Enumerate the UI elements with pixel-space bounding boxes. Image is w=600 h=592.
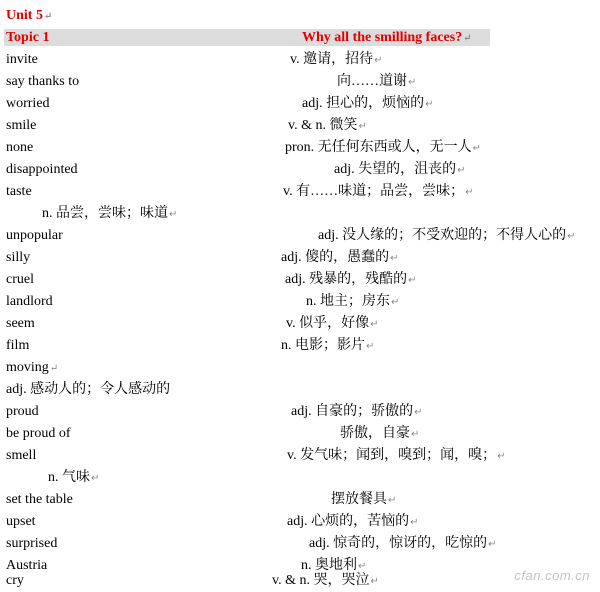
paragraph-mark: ↵ <box>463 33 472 44</box>
paragraph-mark: ↵ <box>408 275 417 286</box>
vocab-word: be proud of <box>6 426 71 441</box>
vocab-row <box>0 445 600 466</box>
vocab-word: disappointed <box>6 162 78 177</box>
vocab-definition-text: adj. 傻的，愚蠢的 <box>281 250 390 265</box>
vocab-word: taste <box>6 184 32 199</box>
vocab-word: worried <box>6 96 50 111</box>
paragraph-mark: ↵ <box>410 517 419 528</box>
vocab-word: say thanks to <box>6 74 80 89</box>
paragraph-mark: ↵ <box>43 11 53 22</box>
topic-label: Topic 1 <box>6 30 50 45</box>
unit-heading-line <box>0 5 600 26</box>
vocab-word: cry <box>6 573 24 588</box>
vocab-definition-text: 骄傲，自豪 <box>340 426 410 441</box>
paragraph-mark: ↵ <box>472 143 482 154</box>
vocab-definition: adj. 感动人的；令人感动的 <box>6 382 171 397</box>
unit-title <box>6 5 52 27</box>
paragraph-mark: ↵ <box>370 576 379 587</box>
paragraph-mark: ↵ <box>49 363 59 374</box>
vocab-definition <box>306 291 399 313</box>
topic-title <box>302 27 472 49</box>
vocab-definition-text: n. 电影；影片 <box>281 338 365 353</box>
vocab-definition-text: v. 似乎，好像 <box>286 316 370 331</box>
paragraph-mark: ↵ <box>425 99 434 110</box>
vocab-definition <box>281 247 399 269</box>
paragraph-mark: ↵ <box>388 495 397 506</box>
paragraph-mark: ↵ <box>488 539 497 550</box>
vocab-definition-text: v. 发气味；闻到，嗅到；闻，嗅； <box>287 448 497 463</box>
vocab-row <box>0 489 600 510</box>
vocab-row <box>0 93 600 114</box>
unit-title-text: Unit 5 <box>6 8 43 23</box>
vocab-word: landlord <box>6 294 53 309</box>
vocab-row <box>0 401 600 422</box>
vocab-row <box>0 159 600 180</box>
vocab-word: silly <box>6 250 31 265</box>
vocab-row <box>0 49 600 70</box>
vocab-definition-text: adj. 失望的，沮丧的 <box>334 162 457 177</box>
vocab-definition <box>283 181 473 203</box>
vocab-row <box>0 570 600 591</box>
vocab-definition-text: n. 品尝，尝味；味道 <box>42 206 168 221</box>
vocab-word: none <box>6 140 34 155</box>
vocab-word: seem <box>6 316 35 331</box>
vocab-definition-text: adj. 担心的，烦恼的 <box>302 96 425 111</box>
vocab-word: invite <box>6 52 38 67</box>
vocab-definition <box>48 467 99 489</box>
vocab-row <box>0 423 600 444</box>
vocab-definition-text: n. 气味 <box>48 470 90 485</box>
vocab-word: set the table <box>6 492 73 507</box>
paragraph-mark: ↵ <box>91 473 100 484</box>
vocab-row <box>0 357 600 378</box>
paragraph-mark: ↵ <box>391 297 400 308</box>
vocab-word: surprised <box>6 536 58 551</box>
topic-title-text: Why all the smilling faces? <box>302 30 463 45</box>
vocab-definition <box>309 533 497 555</box>
vocab-definition-text: adj. 自豪的；骄傲的 <box>291 404 414 419</box>
vocab-definition-text: 摆放餐具 <box>331 492 387 507</box>
paragraph-mark: ↵ <box>366 341 375 352</box>
vocab-row <box>0 115 600 136</box>
vocab-definition-text: v. & n. 微笑 <box>288 118 358 133</box>
vocab-definition <box>287 511 419 533</box>
vocab-word: proud <box>6 404 39 419</box>
vocab-definition <box>288 115 367 137</box>
vocab-definition-text: n. 地主；房东 <box>306 294 390 309</box>
vocab-definition <box>285 137 481 159</box>
vocab-definition-text: 向……道谢 <box>337 74 407 89</box>
paragraph-mark: ↵ <box>370 319 379 330</box>
vocab-definition-text: adj. 残暴的，残酷的 <box>285 272 408 287</box>
paragraph-mark: ↵ <box>358 121 367 132</box>
vocab-row <box>0 511 600 532</box>
vocab-word-text: moving <box>6 360 49 375</box>
paragraph-mark: ↵ <box>567 231 576 242</box>
paragraph-mark: ↵ <box>390 253 399 264</box>
paragraph-mark: ↵ <box>408 77 417 88</box>
vocab-definition-text: v. 邀请，招待 <box>290 52 374 67</box>
paragraph-mark: ↵ <box>465 187 474 198</box>
vocab-definition <box>331 489 396 511</box>
vocab-definition-text: adj. 没人缘的；不受欢迎的；不得人心的 <box>318 228 567 243</box>
vocab-definition <box>286 313 378 335</box>
vocab-definition-text: pron. 无任何东西或人，无一人 <box>285 140 472 155</box>
vocab-definition-text: adj. 心烦的，苦恼的 <box>287 514 410 529</box>
vocab-row <box>0 225 600 246</box>
vocab-row <box>0 247 600 268</box>
vocab-word: smile <box>6 118 37 133</box>
paragraph-mark: ↵ <box>411 429 420 440</box>
vocab-definition <box>285 269 417 291</box>
vocab-row <box>0 71 600 92</box>
vocab-definition <box>42 203 177 225</box>
vocab-word: film <box>6 338 30 353</box>
vocab-word: cruel <box>6 272 34 287</box>
vocab-definition <box>291 401 423 423</box>
vocab-row <box>0 533 600 554</box>
vocab-word: smell <box>6 448 37 463</box>
vocab-row-continuation <box>0 379 600 400</box>
vocab-definition-text: adj. 惊奇的，惊讶的，吃惊的 <box>309 536 488 551</box>
topic-heading-line <box>0 27 600 48</box>
paragraph-mark: ↵ <box>374 55 383 66</box>
vocab-definition <box>334 159 466 181</box>
vocab-definition-text: v. & n. 哭，哭泣 <box>272 573 370 588</box>
vocab-word: upset <box>6 514 36 529</box>
paragraph-mark: ↵ <box>414 407 423 418</box>
paragraph-mark: ↵ <box>497 451 506 462</box>
vocab-word: unpopular <box>6 228 63 243</box>
vocab-row-continuation <box>0 467 600 488</box>
vocab-definition <box>302 93 434 115</box>
vocab-row <box>0 181 600 202</box>
vocab-row <box>0 137 600 158</box>
vocab-definition <box>287 445 505 467</box>
vocab-word: Austria <box>6 558 48 573</box>
vocab-definition-text: v. 有……味道；品尝，尝味； <box>283 184 465 199</box>
vocab-row <box>0 291 600 312</box>
vocab-definition-text: n. 奥地利 <box>301 558 357 573</box>
vocab-word <box>6 357 58 379</box>
vocab-row <box>0 335 600 356</box>
vocab-row <box>0 313 600 334</box>
vocab-row-continuation <box>0 203 600 224</box>
vocab-definition <box>281 335 374 357</box>
paragraph-mark: ↵ <box>457 165 466 176</box>
vocab-row <box>0 269 600 290</box>
vocab-definition <box>290 49 382 71</box>
vocab-definition <box>337 71 416 93</box>
vocab-definition <box>318 225 576 247</box>
paragraph-mark: ↵ <box>169 209 178 220</box>
site-watermark: cfan.com.cn <box>514 568 590 583</box>
vocab-definition <box>340 423 419 445</box>
vocab-definition <box>272 570 379 592</box>
paragraph-mark: ↵ <box>358 561 367 572</box>
